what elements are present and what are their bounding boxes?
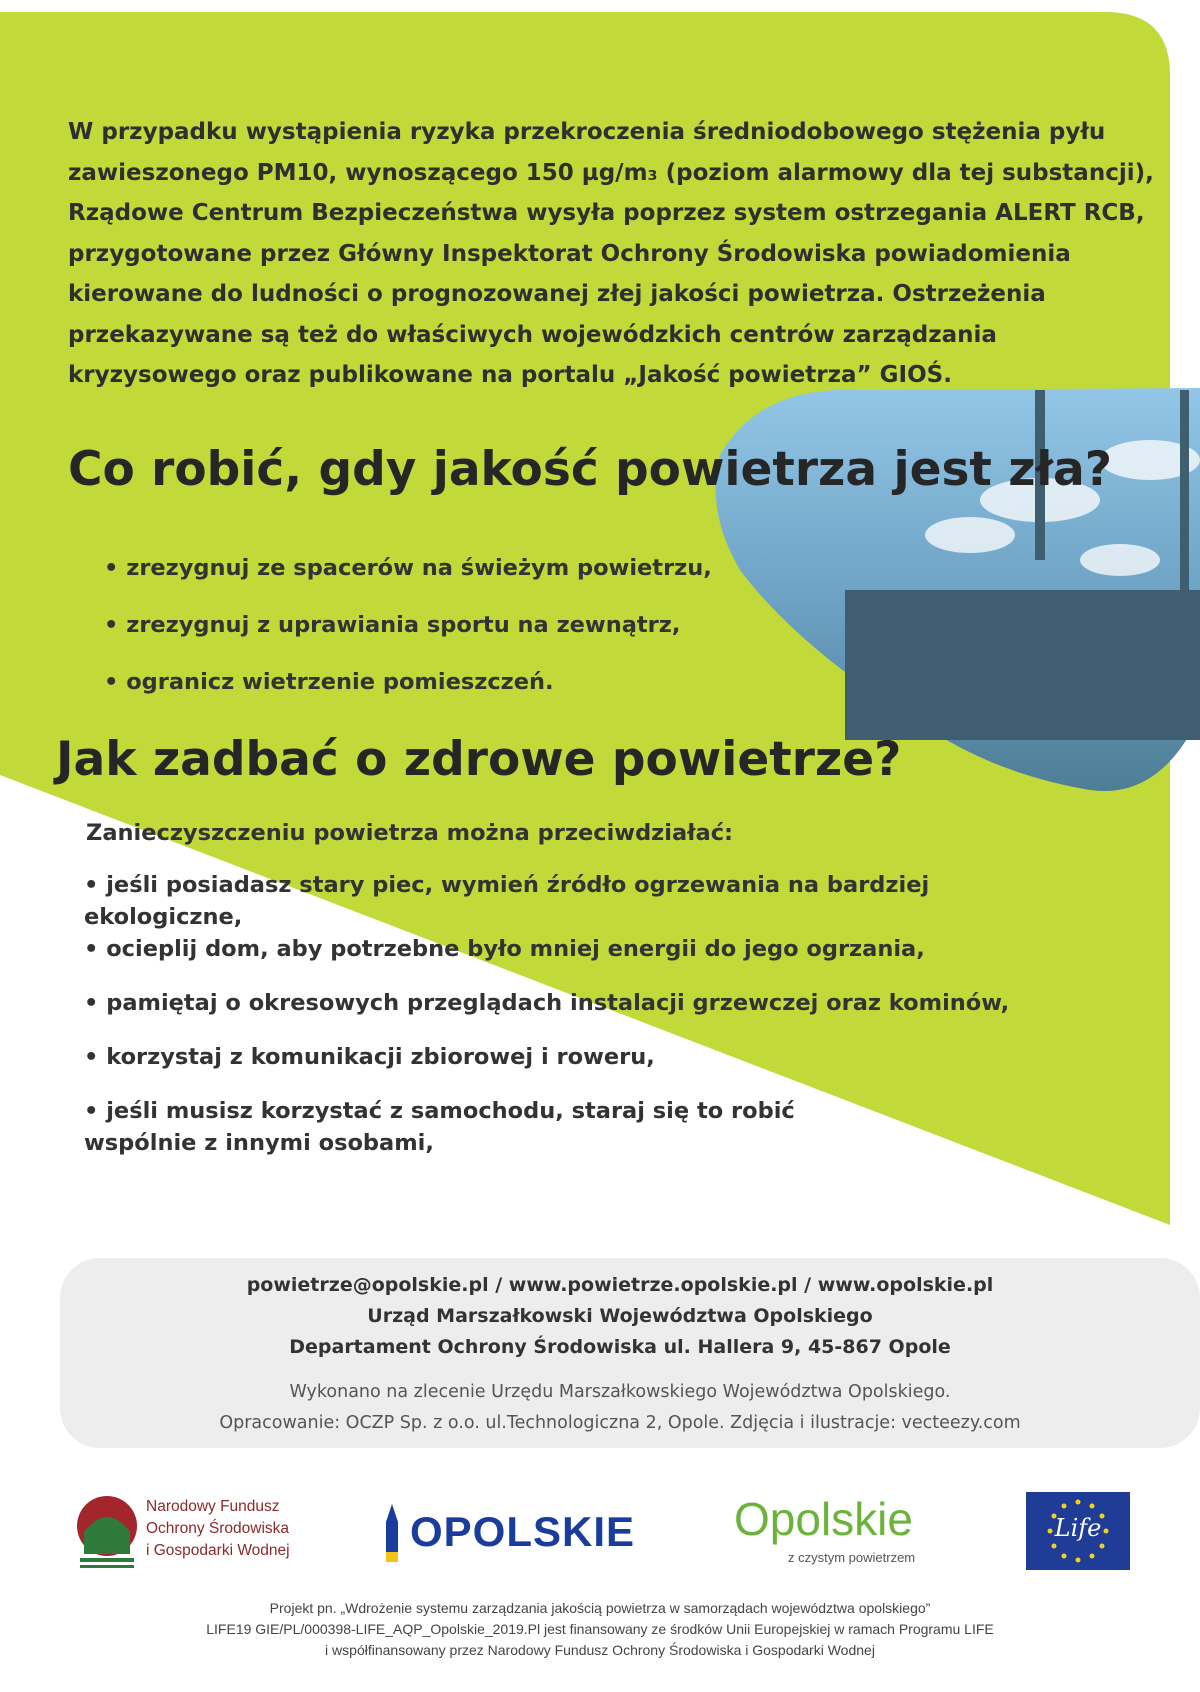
clean-air-wordmark: Opolskie <box>734 1493 913 1545</box>
list-item: • ogranicz wietrzenie pomieszczeń. <box>104 662 712 719</box>
credits-note: Opracowanie: OCZP Sp. z o.o. ul.Technologiczna 2, Opole. Zdjęcia i ilustracje: vecteezy.com <box>219 1413 1021 1433</box>
list-item: • pamiętaj o okresowych przeglądach instalacji grzewczej oraz kominów, <box>84 987 1074 1041</box>
logo-strip <box>0 1480 1200 1590</box>
commissioned-note: Wykonano na zlecenie Urzędu Marszałkowskiego Województwa Opolskiego. <box>289 1382 951 1402</box>
list-item: • ocieplij dom, aby potrzebne było mniej energii do jego ogrzania, <box>84 933 1074 987</box>
healthy-air-lead: Zanieczyszczeniu powietrza można przeciwdziałać: <box>86 820 734 846</box>
clean-air-tagline: z czystym powietrzem <box>788 1550 916 1565</box>
intro-paragraph: W przypadku wystąpienia ryzyka przekroczenia średniodobowego stężenia pyłu zawieszonego PM10, wynoszącego 150 µg/m₃ (poziom alarmowy dla tej substancji), Rządowe Centrum Bezpieczeństwa wysyła poprzez system ostrzegania ALERT RCB, przygotowane przez Główny Inspektorat Ochrony Środowiska powiadomienia kierowane do ludności o prognozowanej złej jakości powietrza. Ostrzeżenia przekazywane są też do właściwych wojewódzkich centrów zarządzania kryzysowego oraz publikowane na portalu „Jakość powietrza” GIOŚ. <box>68 119 1154 388</box>
opolskie-wordmark: OPOLSKIE <box>410 1508 636 1555</box>
eu-life-logo <box>1026 1492 1130 1570</box>
contact-links[interactable]: powietrze@opolskie.pl / www.powietrze.opolskie.pl / www.opolskie.pl <box>246 1274 994 1296</box>
tower-icon <box>380 1504 404 1570</box>
footer-line-3: i współfinansowany przez Narodowy Fundusz Ochrony Środowiska i Gospodarki Wodnej <box>325 1642 875 1658</box>
list-item: • jeśli musisz korzystać z samochodu, staraj się to robić wspólnie z innymi osobami, <box>84 1095 904 1159</box>
nfos-logo <box>74 1492 304 1582</box>
footer-line-2: LIFE19 GIE/PL/000398-LIFE_AQP_Opolskie_2019.Pl jest finansowany ze środków Unii Europejskiej w ramach Programu LIFE <box>206 1621 994 1637</box>
life-wordmark: Life <box>1054 1514 1102 1542</box>
list-item: • jeśli posiadasz stary piec, wymień źródło ogrzewania na bardziej ekologiczne, <box>84 869 1074 933</box>
bad-air-list <box>104 548 712 719</box>
project-footer <box>0 1598 1200 1661</box>
department-address: Departament Ochrony Środowiska ul. Hallera 9, 45-867 Opole <box>289 1336 951 1358</box>
office-name: Urząd Marszałkowski Województwa Opolskiego <box>367 1305 873 1327</box>
opolskie-logo <box>380 1498 650 1578</box>
heading-healthy-air: Jak zadbać o zdrowe powietrze? <box>56 732 902 787</box>
footer-line-1: Projekt pn. „Wdrożenie systemu zarządzania jakością powietrza w samorządach województwa opolskiego” <box>269 1600 931 1616</box>
healthy-air-list <box>84 869 1074 1159</box>
clean-air-logo <box>734 1492 964 1582</box>
list-item: • zrezygnuj z uprawiania sportu na zewnątrz, <box>104 605 712 662</box>
nfos-name: Narodowy Fundusz Ochrony Środowiska i Gospodarki Wodnej <box>146 1498 290 1559</box>
contact-block <box>70 1258 1170 1448</box>
list-item: • zrezygnuj ze spacerów na świeżym powietrzu, <box>104 548 712 605</box>
nfos-emblem-icon <box>74 1492 140 1572</box>
heading-bad-air: Co robić, gdy jakość powietrza jest zła? <box>68 442 1113 497</box>
list-item: • korzystaj z komunikacji zbiorowej i roweru, <box>84 1041 1074 1095</box>
